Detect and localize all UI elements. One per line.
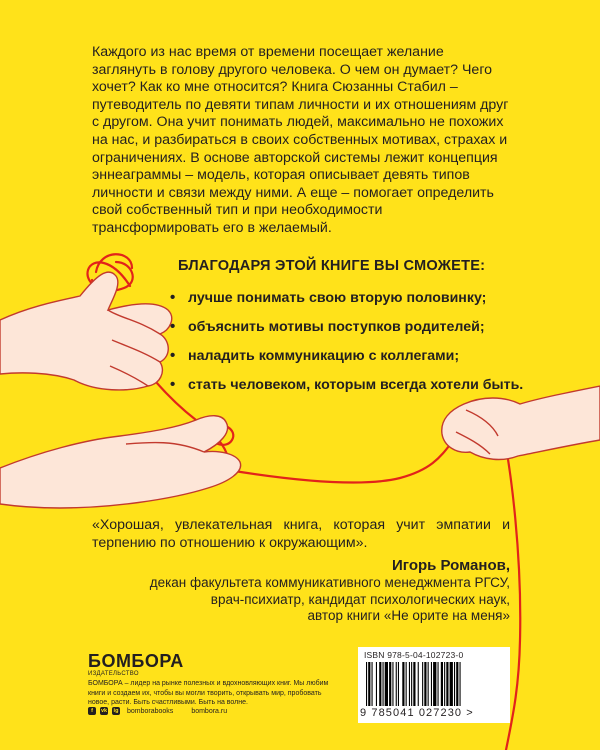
benefit-text: наладить коммуникацию с коллегами; <box>188 348 460 364</box>
red-thread-right-middle <box>228 442 452 483</box>
barcode-bar <box>441 662 443 706</box>
barcode-bar <box>446 662 448 706</box>
publisher-description: БОМБОРА – лидер на рынке полезных и вдохновляющих книг. Мы любим книги и создаем их, чтобы вы могли творить, открывать мир, пробовать новое, расти. Быть счастливыми. Быть на волне. <box>88 680 329 706</box>
facebook-icon: f <box>88 707 96 715</box>
instagram-icon: ig <box>113 708 119 714</box>
benefit-item <box>170 346 523 375</box>
barcode-bar <box>433 662 436 706</box>
barcode-bar <box>438 662 439 706</box>
publisher-logo <box>88 652 184 677</box>
barcode-bar <box>379 662 381 706</box>
barcode-bar <box>456 662 458 706</box>
barcode-bar <box>454 662 455 706</box>
publisher-subtitle: ИЗДАТЕЛЬСТВО <box>88 671 139 677</box>
barcode-bar <box>444 662 445 706</box>
barcode-bar <box>385 662 388 706</box>
barcode-bar <box>392 662 393 706</box>
barcode-bar <box>372 662 373 706</box>
benefit-item <box>170 288 523 317</box>
left-lower-hand <box>0 416 241 508</box>
isbn-label: ISBN 978-5-04-102723-0 <box>364 650 464 660</box>
barcode-bar <box>368 662 370 706</box>
author-credential: автор книги «Не орите на меня» <box>307 608 510 624</box>
benefit-item <box>170 375 523 404</box>
isbn-barcode-box <box>358 647 510 723</box>
barcode-bar <box>396 662 397 706</box>
barcode-bar <box>418 662 419 706</box>
barcode-bar <box>409 662 410 706</box>
barcode <box>366 662 502 708</box>
barcode-bar <box>460 662 461 706</box>
barcode-bar <box>376 662 377 706</box>
vk-icon: vk <box>100 708 108 714</box>
barcode-bar <box>411 662 412 706</box>
bullet-icon: • <box>170 347 176 364</box>
benefit-text: объяснить мотивы поступков родителей; <box>188 319 485 335</box>
barcode-bar <box>431 662 432 706</box>
bullet-icon: • <box>170 289 176 306</box>
bullet-icon: • <box>170 376 176 393</box>
benefits-heading: БЛАГОДАРЯ ЭТОЙ КНИГЕ ВЫ СМОЖЕТЕ: <box>178 258 486 274</box>
benefit-text: стать человеком, которым всегда хотели быть. <box>188 377 524 393</box>
barcode-bar <box>398 662 399 706</box>
benefit-item <box>170 317 523 346</box>
barcode-bar <box>428 662 429 706</box>
barcode-digits: 9 785041 027230 > <box>360 707 474 719</box>
barcode-bar <box>422 662 423 706</box>
bullet-icon: • <box>170 318 176 335</box>
barcode-bar <box>424 662 426 706</box>
intro-paragraph: Каждого из нас время от времени посещает желание заглянуть в голову другого человека. О чем он думает? Чего хочет? Как ко мне относится? Книга Сюзанны Стабил – путеводитель по девяти типам личности и их отношениям друг с другом. Она учит понимать людей, максимально не похожих на нас, и разбираться в своих собственных мотивах, страхах и ограничениях. В основе авторской системы лежит концепция эннеаграммы – модель, которая описывает девять типов личности и связи между ними. А еще – помогает определить свой собственный тип и при необходимости трансформировать его в желаемый. <box>92 44 509 236</box>
publisher-brand: БОМБОРА <box>88 651 184 671</box>
social-handle: bomborabooks <box>127 707 174 715</box>
author-credential: врач-психиатр, кандидат психологических наук, <box>210 591 510 607</box>
publisher-website: bombora.ru <box>191 707 228 715</box>
author-name: Игорь Романов, <box>392 557 510 574</box>
barcode-bar <box>406 662 407 706</box>
author-credential: декан факультета коммуникативного менеджмента РГСУ, <box>149 575 510 590</box>
barcode-bar <box>402 662 404 706</box>
publisher-social <box>88 707 227 715</box>
barcode-bar <box>389 662 391 706</box>
review-quote: «Хорошая, увлекательная книга, которая учит эмпатии и терпению по отношению к окружающим». <box>92 517 510 551</box>
barcode-bar <box>450 662 453 706</box>
quote-author <box>150 556 510 625</box>
benefit-text: лучше понимать свою вторую половинку; <box>188 290 487 306</box>
left-upper-hand <box>0 272 172 390</box>
barcode-bar <box>413 662 415 706</box>
benefits-list <box>170 288 523 404</box>
barcode-bar <box>366 662 367 706</box>
barcode-bar <box>383 662 384 706</box>
